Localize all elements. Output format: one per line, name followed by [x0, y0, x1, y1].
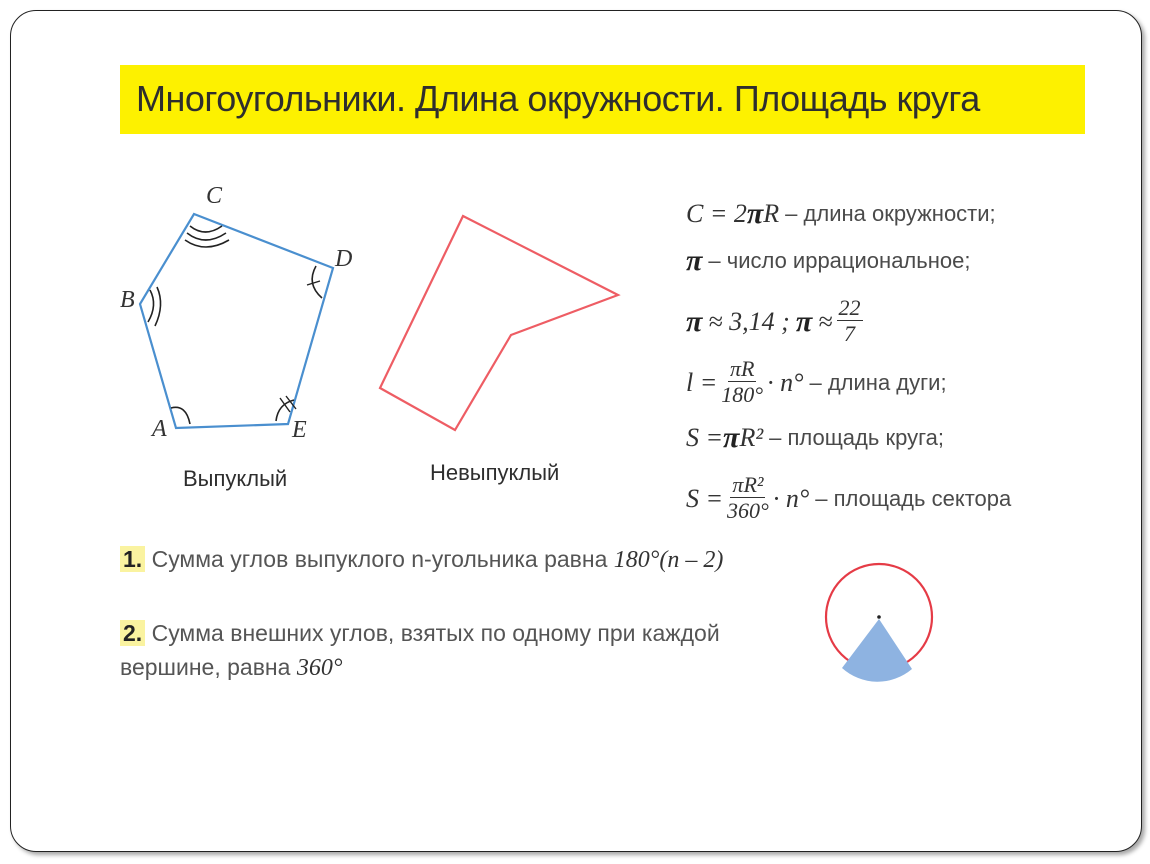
angle-mark-b [148, 290, 154, 322]
convex-caption: Выпуклый [183, 466, 288, 491]
pi-symbol: π [723, 421, 740, 454]
formula-area-rhs: R² [739, 423, 764, 452]
angle-mark-c3 [185, 240, 229, 247]
vertex-label-c: C [206, 183, 223, 209]
vertex-label-b: B [120, 287, 135, 313]
fraction-numerator: πR² [732, 472, 764, 497]
formula-sector-desc: – площадь сектора [815, 485, 1012, 511]
fraction-denominator: 360° [727, 498, 769, 523]
rule-1-number: 1. [120, 546, 145, 572]
formula-pi-desc: – число иррациональное; [708, 248, 971, 273]
pi-symbol: π [746, 197, 764, 230]
formula-sector-area [686, 473, 1011, 524]
rule-1 [120, 542, 723, 577]
pi-symbol: π [795, 304, 813, 338]
circle-center [877, 615, 881, 619]
formula-arc-desc: – длина дуги; [809, 369, 947, 395]
formula-pi-irrational [686, 244, 970, 278]
formula-pi-approx-2: ≈ [818, 306, 833, 336]
page-title: Многоугольники. Длина окружности. Площадь круга [136, 78, 980, 119]
rule-1-text: Сумма углов выпуклого n-угольника равна [151, 546, 614, 572]
rule-2 [120, 616, 720, 685]
angle-mark-c2 [187, 233, 226, 240]
vertex-label-d: D [335, 246, 353, 272]
rule-2-text-line2: вершине, равна [120, 654, 297, 680]
formula-area-lhs: S = [686, 423, 724, 452]
angle-mark-b2 [155, 287, 161, 326]
fraction-numerator: πR [729, 356, 755, 381]
formula-sector-mid: · n° [772, 483, 810, 513]
nonconvex-polygon [380, 216, 618, 430]
angle-mark-c [190, 226, 222, 232]
formula-area-desc: – площадь круга; [769, 425, 944, 450]
pi-symbol: π [686, 244, 703, 277]
vertex-label-e: E [292, 417, 307, 443]
formula-arc-length [686, 357, 947, 408]
formula-sector-lhs: S = [686, 483, 724, 513]
rule-2-text-line1: Сумма внешних углов, взятых по одному при каждой [151, 620, 720, 646]
formula-circumference [686, 197, 996, 231]
formula-circumference-lhs: C = 2 [686, 199, 747, 228]
vertex-label-a: A [152, 416, 167, 442]
fraction-denominator: 7 [844, 321, 855, 346]
formula-arc-mid: · n° [767, 367, 804, 397]
formula-pi-approx [686, 296, 867, 347]
formula-arc-lhs: l = [686, 367, 718, 397]
fraction-numerator: 22 [838, 295, 861, 320]
rule-2-formula: 360° [296, 655, 343, 681]
pi-symbol: π [686, 304, 703, 338]
fraction-sector [727, 473, 769, 524]
fraction-arc [721, 357, 763, 408]
fraction-denominator: 180° [721, 382, 764, 407]
formula-circumference-desc: – длина окружности; [785, 201, 996, 226]
formula-circle-area [686, 421, 944, 455]
convex-pentagon [140, 214, 333, 428]
formula-pi-approx-1: ≈ 3,14 ; [708, 306, 790, 336]
formula-circumference-var: R [763, 199, 780, 228]
rule-1-formula: 180°(n – 2) [613, 547, 724, 573]
rule-2-number: 2. [120, 620, 145, 646]
fraction-22-7 [837, 296, 863, 347]
nonconvex-caption: Невыпуклый [430, 460, 560, 485]
